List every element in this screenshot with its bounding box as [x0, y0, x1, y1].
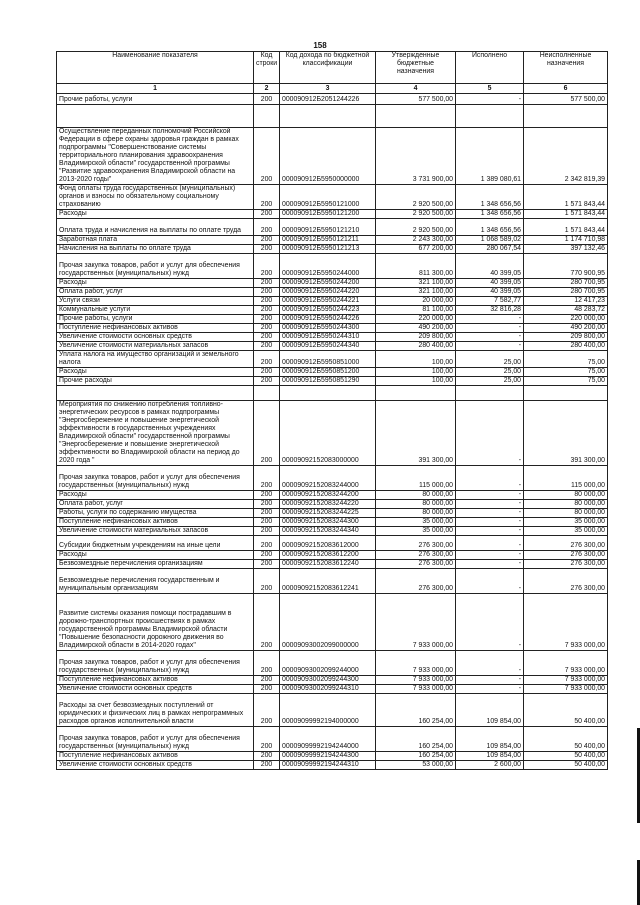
row-name: Увеличение стоимости материальных запасов — [57, 527, 254, 536]
row-executed: 1 348 656,56 — [456, 185, 524, 210]
row-executed: 7 582,77 — [456, 297, 524, 306]
row-name: Поступление нефинансовых активов — [57, 518, 254, 527]
table-row — [57, 569, 608, 594]
row-unexecuted: 280 700,95 — [524, 288, 608, 297]
row-code: 200 — [254, 569, 280, 594]
row-executed: 1 389 080,61 — [456, 128, 524, 185]
row-code: 200 — [254, 594, 280, 651]
row-code: 200 — [254, 491, 280, 500]
row-kbk: 000090912Б5950244226 — [280, 315, 376, 324]
row-code: 200 — [254, 761, 280, 770]
row-approved: 490 200,00 — [376, 324, 456, 333]
row-executed: - — [456, 94, 524, 105]
row-name: Прочая закупка товаров, работ и услуг для обеспечения государственных (муниципальных) нужд — [57, 727, 254, 752]
table-row — [57, 527, 608, 536]
row-code: 200 — [254, 752, 280, 761]
table-row — [57, 351, 608, 368]
row-approved: 7 933 000,00 — [376, 685, 456, 694]
table-row — [57, 288, 608, 297]
row-executed: - — [456, 500, 524, 509]
row-approved: 280 400,00 — [376, 342, 456, 351]
row-unexecuted: 1 174 710,98 — [524, 236, 608, 245]
header-executed: Исполнено — [456, 52, 524, 84]
row-executed: 109 854,00 — [456, 694, 524, 727]
table-row — [57, 761, 608, 770]
table-row — [57, 676, 608, 685]
row-unexecuted: 1 571 843,44 — [524, 185, 608, 210]
row-code: 200 — [254, 219, 280, 236]
row-code: 200 — [254, 401, 280, 466]
table-row — [57, 306, 608, 315]
row-unexecuted: 391 300,00 — [524, 401, 608, 466]
row-name: Прочие работы, услуги — [57, 94, 254, 105]
row-code: 200 — [254, 377, 280, 386]
row-code: 200 — [254, 333, 280, 342]
row-kbk: 00009099992194244000 — [280, 727, 376, 752]
row-kbk: 000090912Б5950851290 — [280, 377, 376, 386]
row-name: Мероприятия по снижению потребления топливно-энергетических ресурсов в рамках подпрограммы "Энергосбережение и повышение энергетической эффективности в государственных учреждениях Владимирской области" государственной программы "Энергосбережение и повышение энергетической эффективности во Владимирской области на период до 2020 года " — [57, 401, 254, 466]
column-number: 5 — [456, 84, 524, 94]
row-code: 200 — [254, 297, 280, 306]
row-unexecuted: 7 933 000,00 — [524, 651, 608, 676]
row-kbk — [280, 105, 376, 128]
table-row — [57, 324, 608, 333]
row-approved: 80 000,00 — [376, 491, 456, 500]
header-kbk: Код дохода по бюджетной классификации — [280, 52, 376, 84]
row-kbk: 00009099992194244310 — [280, 761, 376, 770]
row-executed: - — [456, 651, 524, 676]
row-kbk: 00009092152083244000 — [280, 466, 376, 491]
row-unexecuted: 280 700,95 — [524, 279, 608, 288]
row-name: Увеличение стоимости основных средств — [57, 761, 254, 770]
table-row — [57, 368, 608, 377]
row-name: Работы, услуги по содержанию имущества — [57, 509, 254, 518]
row-approved: 53 000,00 — [376, 761, 456, 770]
row-approved: 321 100,00 — [376, 279, 456, 288]
row-approved: 81 100,00 — [376, 306, 456, 315]
row-executed: - — [456, 536, 524, 551]
row-executed: 1 348 656,56 — [456, 219, 524, 236]
row-executed: 1 068 589,02 — [456, 236, 524, 245]
row-name: Оплата труда и начисления на выплаты по оплате труда — [57, 219, 254, 236]
row-unexecuted: 490 200,00 — [524, 324, 608, 333]
row-executed: 40 399,05 — [456, 288, 524, 297]
table-row — [57, 551, 608, 560]
row-name: Уплата налога на имущество организаций и земельного налога — [57, 351, 254, 368]
header-code: Код строки — [254, 52, 280, 84]
row-kbk: 00009092152083612200 — [280, 551, 376, 560]
row-code: 200 — [254, 254, 280, 279]
row-unexecuted: 276 300,00 — [524, 569, 608, 594]
table-row — [57, 560, 608, 569]
row-name — [57, 105, 254, 128]
row-code: 200 — [254, 560, 280, 569]
row-name: Расходы — [57, 210, 254, 219]
row-approved: 2 243 300,00 — [376, 236, 456, 245]
row-unexecuted: 50 400,00 — [524, 727, 608, 752]
row-executed: 32 816,28 — [456, 306, 524, 315]
row-unexecuted: 7 933 000,00 — [524, 685, 608, 694]
row-unexecuted: 80 000,00 — [524, 491, 608, 500]
row-unexecuted: 7 933 000,00 — [524, 594, 608, 651]
table-row — [57, 500, 608, 509]
row-name: Услуги связи — [57, 297, 254, 306]
row-kbk: 00009092152083244300 — [280, 518, 376, 527]
row-executed: - — [456, 560, 524, 569]
row-name: Увеличение стоимости основных средств — [57, 333, 254, 342]
header-approved: Утвержденные бюджетные назначения — [376, 52, 456, 84]
row-executed: 40 399,05 — [456, 254, 524, 279]
table-row — [57, 315, 608, 324]
header-row — [57, 52, 608, 84]
row-unexecuted: 280 400,00 — [524, 342, 608, 351]
row-name: Поступление нефинансовых активов — [57, 676, 254, 685]
row-approved: 115 000,00 — [376, 466, 456, 491]
row-code: 200 — [254, 727, 280, 752]
row-executed: 1 348 656,56 — [456, 210, 524, 219]
row-unexecuted: 397 132,46 — [524, 245, 608, 254]
row-kbk: 000090912Б5950121210 — [280, 219, 376, 236]
row-code: 200 — [254, 694, 280, 727]
header-unexecuted: Неисполненные назначения — [524, 52, 608, 84]
row-approved: 7 933 000,00 — [376, 676, 456, 685]
row-name — [57, 386, 254, 401]
row-kbk: 00009093002099000000 — [280, 594, 376, 651]
table-row — [57, 386, 608, 401]
table-row — [57, 491, 608, 500]
row-approved — [376, 105, 456, 128]
row-unexecuted: 1 571 843,44 — [524, 210, 608, 219]
row-unexecuted: 577 500,00 — [524, 94, 608, 105]
row-kbk: 000090912Б5950244300 — [280, 324, 376, 333]
row-approved: 35 000,00 — [376, 527, 456, 536]
table-row — [57, 94, 608, 105]
table-row — [57, 509, 608, 518]
row-kbk: 000090912Б5950851200 — [280, 368, 376, 377]
row-unexecuted: 276 300,00 — [524, 560, 608, 569]
row-code: 200 — [254, 315, 280, 324]
row-unexecuted: 80 000,00 — [524, 500, 608, 509]
row-approved: 276 300,00 — [376, 560, 456, 569]
table-row — [57, 297, 608, 306]
row-name: Увеличение стоимости основных средств — [57, 685, 254, 694]
row-code: 200 — [254, 685, 280, 694]
row-executed: 25,00 — [456, 368, 524, 377]
row-name: Осуществление переданных полномочий Российской Федерации в сфере охраны здоровья граждан в рамках подпрограммы "Совершенствование системы территориального планирования здравоохранения Владимирской области" государственной программы "Развитие здравоохранения Владимирской области на 2013-2020 годы" — [57, 128, 254, 185]
row-approved: 209 800,00 — [376, 333, 456, 342]
row-unexecuted — [524, 386, 608, 401]
row-name: Заработная плата — [57, 236, 254, 245]
row-code — [254, 386, 280, 401]
row-kbk: 00009092152083244220 — [280, 500, 376, 509]
row-executed: 2 600,00 — [456, 761, 524, 770]
row-executed: 25,00 — [456, 351, 524, 368]
row-name: Развитие системы оказания помощи пострадавшим в дорожно-транспортных происшествиях в рамках государственной программы Владимирской области "Повышение безопасности дорожного движения во Владимирской области в 2014-2020 годах" — [57, 594, 254, 651]
row-approved: 100,00 — [376, 368, 456, 377]
row-kbk: 000090912Б5950244000 — [280, 254, 376, 279]
row-executed — [456, 105, 524, 128]
row-code: 200 — [254, 509, 280, 518]
row-name: Расходы — [57, 279, 254, 288]
row-kbk: 000090912Б5950121200 — [280, 210, 376, 219]
row-unexecuted: 12 417,23 — [524, 297, 608, 306]
row-unexecuted: 75,00 — [524, 351, 608, 368]
row-executed: - — [456, 342, 524, 351]
table-row — [57, 245, 608, 254]
row-name: Прочая закупка товаров, работ и услуг для обеспечения государственных (муниципальных) нужд — [57, 254, 254, 279]
row-approved: 276 300,00 — [376, 569, 456, 594]
row-code: 200 — [254, 518, 280, 527]
page-number: 158 — [313, 41, 327, 50]
row-kbk: 000090912Б5950851000 — [280, 351, 376, 368]
row-approved: 811 300,00 — [376, 254, 456, 279]
row-unexecuted: 276 300,00 — [524, 536, 608, 551]
row-code: 200 — [254, 236, 280, 245]
row-unexecuted: 2 342 819,39 — [524, 128, 608, 185]
table-row — [57, 685, 608, 694]
report-table — [56, 51, 608, 770]
row-unexecuted: 7 933 000,00 — [524, 676, 608, 685]
row-kbk: 000090912Б5950121000 — [280, 185, 376, 210]
row-name: Прочая закупка товаров, работ и услуг для обеспечения государственных (муниципальных) нужд — [57, 651, 254, 676]
row-approved: 577 500,00 — [376, 94, 456, 105]
row-unexecuted: 80 000,00 — [524, 509, 608, 518]
row-executed: - — [456, 491, 524, 500]
row-unexecuted: 220 000,00 — [524, 315, 608, 324]
row-name: Прочие работы, услуги — [57, 315, 254, 324]
row-kbk: 00009093002099244300 — [280, 676, 376, 685]
row-name: Расходы — [57, 368, 254, 377]
row-kbk: 00009092152083612000 — [280, 536, 376, 551]
row-code: 200 — [254, 551, 280, 560]
row-executed: - — [456, 333, 524, 342]
column-number: 6 — [524, 84, 608, 94]
row-kbk: 00009099992194000000 — [280, 694, 376, 727]
row-executed: - — [456, 466, 524, 491]
row-approved: 321 100,00 — [376, 288, 456, 297]
row-unexecuted: 209 800,00 — [524, 333, 608, 342]
row-approved: 2 920 500,00 — [376, 210, 456, 219]
row-unexecuted: 276 300,00 — [524, 551, 608, 560]
row-kbk: 000090912Б5950244340 — [280, 342, 376, 351]
row-kbk: 000090912Б5950244220 — [280, 288, 376, 297]
row-executed: 109 854,00 — [456, 727, 524, 752]
row-code: 200 — [254, 245, 280, 254]
row-unexecuted: 48 283,72 — [524, 306, 608, 315]
row-kbk: 00009093002099244310 — [280, 685, 376, 694]
row-kbk: 00009092152083244225 — [280, 509, 376, 518]
row-approved: 160 254,00 — [376, 694, 456, 727]
row-kbk: 00009092152083612241 — [280, 569, 376, 594]
row-code: 200 — [254, 279, 280, 288]
row-approved: 100,00 — [376, 377, 456, 386]
table-row — [57, 694, 608, 727]
row-unexecuted: 115 000,00 — [524, 466, 608, 491]
table-row — [57, 466, 608, 491]
row-code: 200 — [254, 676, 280, 685]
row-kbk: 00009099992194244300 — [280, 752, 376, 761]
row-name: Поступление нефинансовых активов — [57, 752, 254, 761]
row-name: Безвозмездные перечисления организациям — [57, 560, 254, 569]
table-row — [57, 219, 608, 236]
row-unexecuted: 35 000,00 — [524, 518, 608, 527]
row-approved: 276 300,00 — [376, 551, 456, 560]
row-name: Безвозмездные перечисления государственным и муниципальным организациям — [57, 569, 254, 594]
row-approved: 2 920 500,00 — [376, 219, 456, 236]
table-row — [57, 651, 608, 676]
row-name: Расходы за счет безвозмездных поступлений от юридических и физических лиц в рамках непрограммных расходов органов исполнительной власти — [57, 694, 254, 727]
row-unexecuted: 75,00 — [524, 368, 608, 377]
row-kbk: 00009092152083612240 — [280, 560, 376, 569]
row-unexecuted: 50 400,00 — [524, 752, 608, 761]
row-unexecuted: 35 000,00 — [524, 527, 608, 536]
table-row — [57, 752, 608, 761]
row-name: Увеличение стоимости материальных запасов — [57, 342, 254, 351]
row-name: Расходы — [57, 551, 254, 560]
row-approved: 7 933 000,00 — [376, 651, 456, 676]
row-name: Фонд оплаты труда государственных (муниципальных) органов и взносы по обязательному социальному страхованию — [57, 185, 254, 210]
row-kbk: 000090912Б5950244221 — [280, 297, 376, 306]
row-executed: 25,00 — [456, 377, 524, 386]
row-kbk: 00009092152083244340 — [280, 527, 376, 536]
row-approved: 80 000,00 — [376, 500, 456, 509]
row-executed: - — [456, 594, 524, 651]
column-number-row — [57, 84, 608, 94]
row-name: Коммунальные услуги — [57, 306, 254, 315]
row-approved: 677 200,00 — [376, 245, 456, 254]
row-executed: - — [456, 685, 524, 694]
table-row — [57, 333, 608, 342]
row-approved: 20 000,00 — [376, 297, 456, 306]
table-row — [57, 727, 608, 752]
row-code: 200 — [254, 342, 280, 351]
row-unexecuted: 1 571 843,44 — [524, 219, 608, 236]
row-code: 200 — [254, 527, 280, 536]
table-body — [57, 94, 608, 770]
row-executed: 280 067,54 — [456, 245, 524, 254]
row-unexecuted: 50 400,00 — [524, 761, 608, 770]
row-code: 200 — [254, 306, 280, 315]
row-code: 200 — [254, 351, 280, 368]
row-executed: - — [456, 676, 524, 685]
row-executed: 109 854,00 — [456, 752, 524, 761]
row-approved: 391 300,00 — [376, 401, 456, 466]
row-approved: 160 254,00 — [376, 727, 456, 752]
row-kbk: 000090912Б5950244223 — [280, 306, 376, 315]
table-row — [57, 105, 608, 128]
row-code: 200 — [254, 536, 280, 551]
row-kbk: 000090912Б5950121211 — [280, 236, 376, 245]
table-row — [57, 536, 608, 551]
row-name: Прочая закупка товаров, работ и услуг для обеспечения государственных (муниципальных) нужд — [57, 466, 254, 491]
row-unexecuted: 770 900,95 — [524, 254, 608, 279]
row-name: Начисления на выплаты по оплате труда — [57, 245, 254, 254]
table-row — [57, 518, 608, 527]
row-unexecuted: 50 400,00 — [524, 694, 608, 727]
row-approved: 2 920 500,00 — [376, 185, 456, 210]
row-executed: - — [456, 315, 524, 324]
row-kbk — [280, 386, 376, 401]
column-number: 2 — [254, 84, 280, 94]
row-code — [254, 105, 280, 128]
row-executed: - — [456, 527, 524, 536]
row-code: 200 — [254, 94, 280, 105]
row-kbk: 00009092152083244200 — [280, 491, 376, 500]
table-row — [57, 279, 608, 288]
row-kbk: 000090912Б2051244226 — [280, 94, 376, 105]
table-row — [57, 210, 608, 219]
row-code: 200 — [254, 368, 280, 377]
row-name: Оплата работ, услуг — [57, 288, 254, 297]
row-kbk: 000090912Б5950000000 — [280, 128, 376, 185]
table-row — [57, 342, 608, 351]
row-approved: 100,00 — [376, 351, 456, 368]
row-kbk: 00009092152083000000 — [280, 401, 376, 466]
row-kbk: 000090912Б5950121213 — [280, 245, 376, 254]
row-executed: - — [456, 324, 524, 333]
row-code: 200 — [254, 500, 280, 509]
row-unexecuted — [524, 105, 608, 128]
row-executed: - — [456, 518, 524, 527]
table-row — [57, 185, 608, 210]
row-executed: 40 399,05 — [456, 279, 524, 288]
table-row — [57, 401, 608, 466]
table-row — [57, 128, 608, 185]
row-code: 200 — [254, 185, 280, 210]
table-row — [57, 594, 608, 651]
row-code: 200 — [254, 651, 280, 676]
row-approved: 80 000,00 — [376, 509, 456, 518]
row-kbk: 000090912Б5950244200 — [280, 279, 376, 288]
row-approved: 276 300,00 — [376, 536, 456, 551]
table-row — [57, 236, 608, 245]
row-kbk: 00009093002099244000 — [280, 651, 376, 676]
row-approved — [376, 386, 456, 401]
column-number: 4 — [376, 84, 456, 94]
row-code: 200 — [254, 288, 280, 297]
table-row — [57, 377, 608, 386]
row-approved: 160 254,00 — [376, 752, 456, 761]
row-executed: - — [456, 401, 524, 466]
table-row — [57, 254, 608, 279]
row-approved: 7 933 000,00 — [376, 594, 456, 651]
row-code: 200 — [254, 466, 280, 491]
row-approved: 35 000,00 — [376, 518, 456, 527]
row-executed — [456, 386, 524, 401]
row-name: Субсидии бюджетным учреждениям на иные цели — [57, 536, 254, 551]
column-number: 3 — [280, 84, 376, 94]
row-code: 200 — [254, 324, 280, 333]
row-code: 200 — [254, 128, 280, 185]
header-name: Наименование показателя — [57, 52, 254, 84]
column-number: 1 — [57, 84, 254, 94]
row-name: Прочие расходы — [57, 377, 254, 386]
row-executed: - — [456, 551, 524, 560]
row-name: Расходы — [57, 491, 254, 500]
row-approved: 3 731 900,00 — [376, 128, 456, 185]
row-executed: - — [456, 569, 524, 594]
row-executed: - — [456, 509, 524, 518]
row-approved: 220 000,00 — [376, 315, 456, 324]
row-name: Оплата работ, услуг — [57, 500, 254, 509]
row-kbk: 000090912Б5950244310 — [280, 333, 376, 342]
row-unexecuted: 75,00 — [524, 377, 608, 386]
row-name: Поступление нефинансовых активов — [57, 324, 254, 333]
row-code: 200 — [254, 210, 280, 219]
